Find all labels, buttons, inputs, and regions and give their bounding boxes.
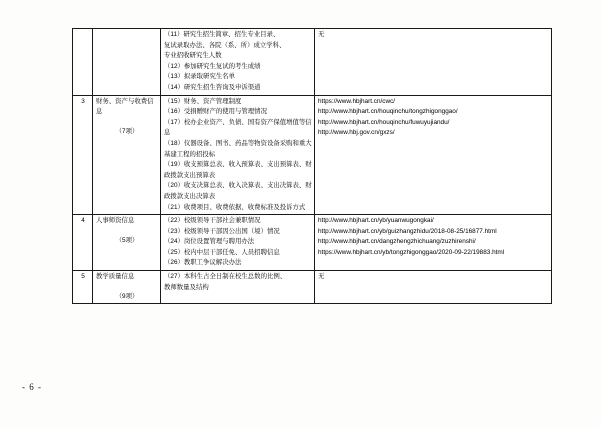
row-items xyxy=(161,95,315,215)
row-category xyxy=(93,271,161,304)
item-line: 专业招收研究生人数 xyxy=(164,52,222,60)
row-links xyxy=(315,29,552,96)
item-line: （22）校级领导干部社会兼职情况 xyxy=(164,217,261,225)
item-line: （20）收支决算总表、收入决算表、支出决算表、财政拨款支出决算表 xyxy=(164,182,312,200)
row-category xyxy=(93,29,161,96)
link-text[interactable]: http://www.hbjhart.cn/yb/guizhangzhidu/2018-08-25/16877.html xyxy=(318,227,497,235)
link-text[interactable]: http://www.hbj.gov.cn/gxzs/ xyxy=(318,129,395,137)
link-text[interactable]: https://www.hbjhart.cn/cwc/ xyxy=(318,97,396,105)
table-row xyxy=(73,29,552,96)
row-number xyxy=(73,29,93,96)
link-text[interactable]: http://www.hbjhart.cn/houqinchu/tongzhigonggao/ xyxy=(318,108,458,116)
disclosure-table-wrapper xyxy=(72,28,529,304)
row-category xyxy=(93,215,161,271)
link-text[interactable]: http://www.hbjhart.cn/yb/yuanwugongkai/ xyxy=(318,217,434,225)
item-line: （17）校办企业资产、负债、国有资产保值增值等信息 xyxy=(164,118,312,137)
table-row xyxy=(73,95,552,215)
row-items xyxy=(161,29,315,96)
row-links xyxy=(315,271,552,304)
category-label: 教学质量信息 xyxy=(96,273,135,281)
item-line: 教师数量及结构 xyxy=(164,283,209,291)
link-text[interactable]: https://www.hbjhart.cn/yb/tongzhigonggao/2020-09-22/19883.html xyxy=(318,248,505,256)
category-label: 人事师资信息 xyxy=(96,217,135,225)
item-line: （23）校级领导干部因公出国（境）情况 xyxy=(164,227,280,235)
item-line: （16）受捐赠财产的使用与管理情况 xyxy=(164,108,267,116)
item-line: （27）本科生占全日制在校生总数的比例、 xyxy=(164,273,287,281)
row-links xyxy=(315,95,552,215)
item-line: （21）收费项目、收费依据、收费标准及投诉方式 xyxy=(164,203,306,211)
row-links xyxy=(315,215,552,271)
row-number: 4 xyxy=(73,215,93,271)
table-row xyxy=(73,215,552,271)
item-line: （15）财务、资产管理制度 xyxy=(164,97,242,105)
link-text: 无 xyxy=(318,273,325,281)
item-line: （24）岗位设置管理与聘用办法 xyxy=(164,238,255,246)
row-items xyxy=(161,271,315,304)
page-number: - 6 - xyxy=(22,382,42,392)
row-number: 3 xyxy=(73,95,93,215)
row-number: 5 xyxy=(73,271,93,304)
item-line: （19）收支预算总表、收入预算表、支出预算表、财政拨款支出预算表 xyxy=(164,161,312,179)
category-count: （5项） xyxy=(115,236,139,244)
row-items xyxy=(161,215,315,271)
item-line: （26）教职工争议解决办法 xyxy=(164,259,242,267)
item-line: （25）校内中层干部任免、人员招聘信息 xyxy=(164,248,280,256)
row-category xyxy=(93,95,161,215)
link-text[interactable]: http://www.hbjhart.cn/dangzhengzhichuang/zuzhirenshi/ xyxy=(318,238,476,246)
disclosure-table xyxy=(72,28,552,304)
link-text[interactable]: http://www.hbjhart.cn/houqinchu/fuwuyujiandu/ xyxy=(318,118,450,126)
category-count: （9项） xyxy=(115,292,139,300)
item-line: （11）研究生招生简章、招生专业目录、 xyxy=(164,31,280,38)
link-text: 无 xyxy=(318,31,325,38)
item-line: （14）研究生招生咨询及申诉渠道 xyxy=(164,83,261,91)
item-line: （18）仪器设备、图书、药品等物资设备采购和重大基建工程的招投标 xyxy=(164,139,312,158)
item-line: （13）拟录取研究生名单 xyxy=(164,73,236,81)
category-label: 财务、资产与收费信息 xyxy=(96,97,154,116)
item-line: 复试录取办法、各院（系、所）成立学科、 xyxy=(164,41,286,49)
category-count: （7项） xyxy=(115,127,139,135)
item-line: （12）参加研究生复试的考生成绩 xyxy=(164,62,261,70)
table-row xyxy=(73,271,552,304)
table-body xyxy=(73,29,552,304)
